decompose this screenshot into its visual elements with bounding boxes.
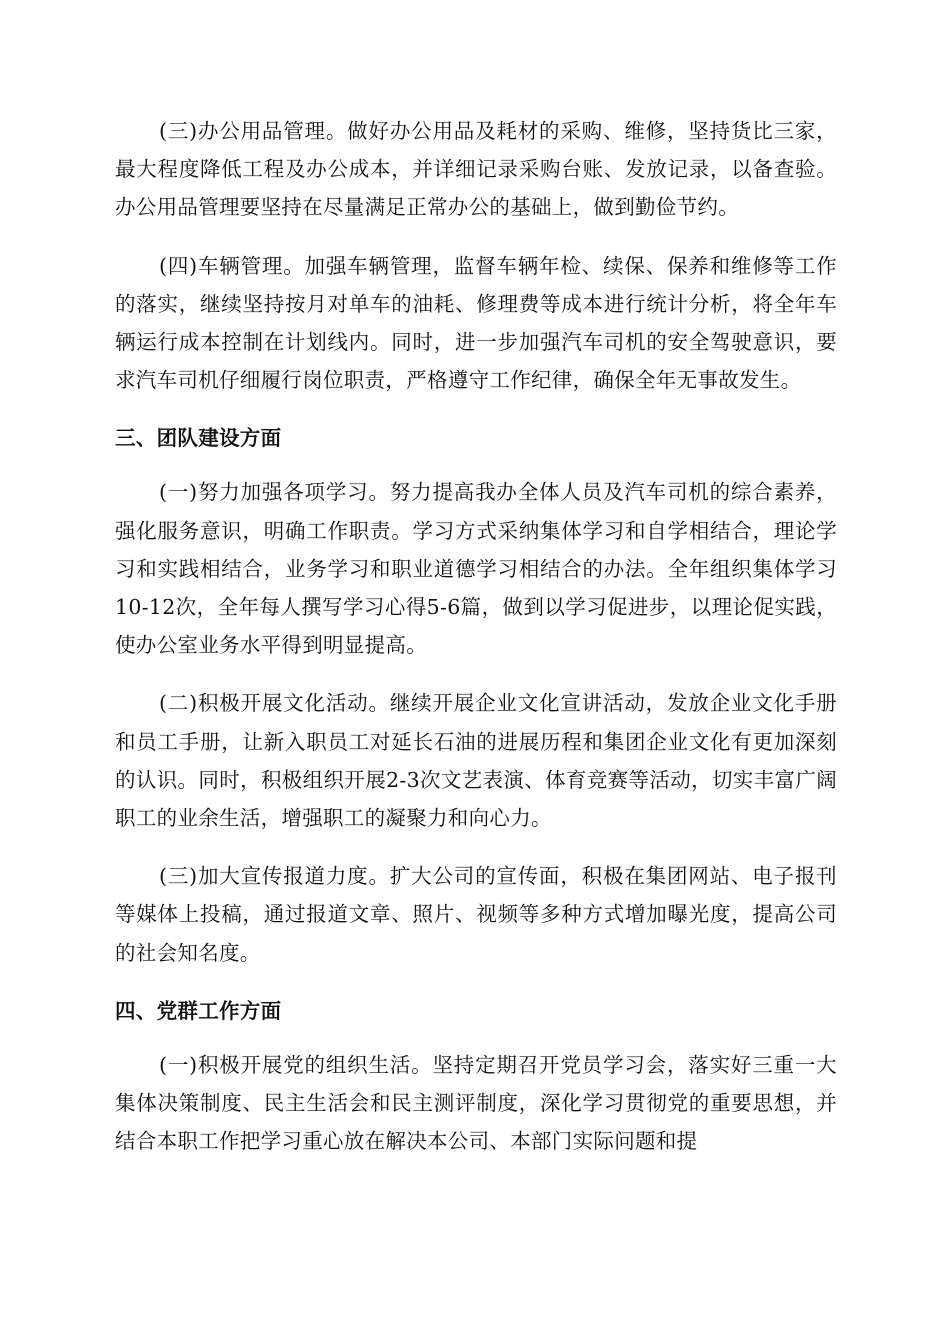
paragraph-culture-activities: (二)积极开展文化活动。继续开展企业文化宣讲活动，发放企业文化手册和员工手册，让新入职员工对延长石油的进展历程和集团企业文化有更加深刻的认识。同时，积极组织开展2-3次文艺表演、体育竞赛等活动，切实丰富广阔职工的业余生活，增强职工的凝聚力和向心力。 bbox=[115, 691, 837, 831]
paragraph-vehicle-management: (四)车辆管理。加强车辆管理，监督车辆年检、续保、保养和维修等工作的落实，继续坚持按月对单车的油耗、修理费等成本进行统计分析，将全年车辆运行成本控制在计划线内。同时，进一步加强汽车司机的安全驾驶意识，要求汽车司机仔细履行岗位职责，严格遵守工作纪律，确保全年无事故发生。 bbox=[115, 253, 837, 393]
paragraph-office-supplies: (三)办公用品管理。做好办公用品及耗材的采购、维修，坚持货比三家，最大程度降低工程及办公成本，并详细记录采购台账、发放记录，以备查验。办公用品管理要坚持在尽量满足正常办公的基础上，做到勤俭节约。 bbox=[115, 119, 837, 220]
section-heading-party-work: 四、党群工作方面 bbox=[115, 998, 282, 1023]
document-body bbox=[115, 112, 837, 1180]
section-heading-team-building: 三、团队建设方面 bbox=[115, 426, 282, 451]
paragraph-publicity: (三)加大宣传报道力度。扩大公司的宣传面，积极在集团网站、电子报刊等媒体上投稿，通过报道文章、照片、视频等多种方式增加曝光度，提高公司的社会知名度。 bbox=[115, 864, 837, 965]
paragraph-study: (一)努力加强各项学习。努力提高我办全体人员及汽车司机的综合素养，强化服务意识，明确工作职责。学习方式采纳集体学习和自学相结合，理论学习和实践相结合，业务学习和职业道德学习相结合的办法。全年组织集体学习10-12次，全年每人撰写学习心得5-6篇，做到以学习促进步，以理论促实践，使办公室业务水平得到明显提高。 bbox=[115, 480, 837, 658]
paragraph-party-organization: (一)积极开展党的组织生活。坚持定期召开党员学习会，落实好三重一大集体决策制度、民主生活会和民主测评制度，深化学习贯彻党的重要思想，并结合本职工作把学习重心放在解决本公司、本部门实际问题和提 bbox=[115, 1052, 837, 1154]
